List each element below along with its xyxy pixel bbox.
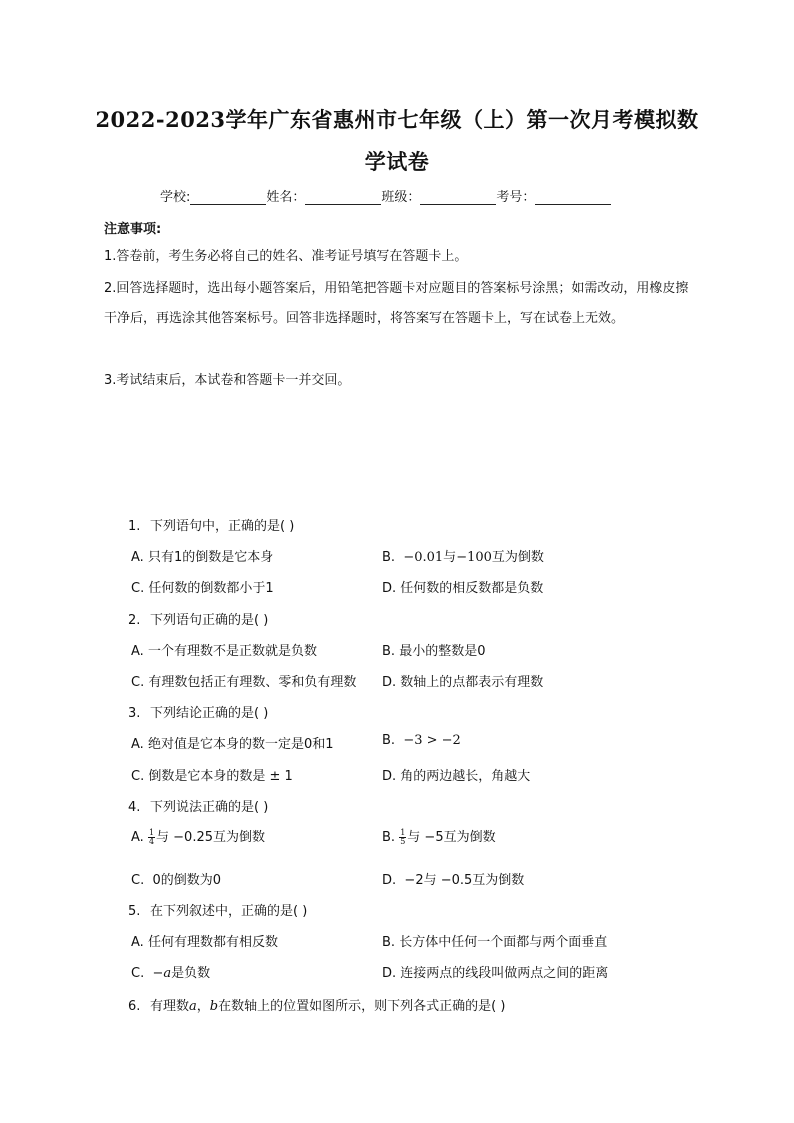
question-2-option-c[interactable]: C. 有理数包括正有理数、零和负有理数 — [131, 675, 357, 690]
question-1-option-b[interactable]: B. −0.01与−100互为倒数 — [382, 550, 544, 565]
question-3-option-c[interactable]: C. 倒数是它本身的数是 ± 1 — [131, 769, 293, 784]
question-4-option-b[interactable]: B. $\frac{1}{5}$ 与 −5互为倒数 — [382, 828, 496, 846]
question-5-option-a[interactable]: A. 任何有理数都有相反数 — [131, 935, 278, 950]
class-label: 班级： — [381, 190, 421, 205]
question-1-stem: 1. 下列语句中，正确的是( ) — [128, 519, 295, 534]
fraction-one-quarter: $\frac{1}{4}$ — [148, 828, 155, 846]
question-3-option-b[interactable]: B. −3 > −2 — [382, 733, 461, 748]
exam-title-line-2: 学试卷 — [364, 149, 430, 174]
school-label: 学校: — [160, 190, 191, 205]
exam-title-line-1: 2022-2023学年广东省惠州市七年级（上）第一次月考模拟数 — [95, 107, 699, 132]
question-3-option-a[interactable]: A. 绝对值是它本身的数一定是0和1 — [131, 737, 334, 752]
question-6-stem: 6. 有理数a，b在数轴上的位置如图所示，则下列各式正确的是( ) — [128, 999, 506, 1014]
fraction-one-fifth: $\frac{1}{5}$ — [400, 828, 406, 846]
question-4-option-d[interactable]: D. −2与 −0.5互为倒数 — [382, 873, 525, 888]
question-3-stem: 3. 下列结论正确的是( ) — [128, 706, 269, 721]
question-5-stem: 5. 在下列叙述中，正确的是( ) — [128, 904, 308, 919]
question-4-option-a[interactable]: A. $\frac{1}{4}$ 与 −0.25互为倒数 — [131, 828, 266, 846]
question-5-option-c[interactable]: C. −a是负数 — [131, 966, 211, 981]
question-3-option-d[interactable]: D. 角的两边越长，角越大 — [382, 769, 531, 784]
question-1-option-c[interactable]: C. 任何数的倒数都小于1 — [131, 581, 274, 596]
id-blank[interactable] — [535, 190, 611, 205]
note-item-2: 2.回答选择题时，选出每小题答案后，用铅笔把答题卡对应题目的答案标号涂黑；如需改动，用橡皮擦干净后，再选涂其他答案标号。回答非选择题时，将答案写在答题卡上，写在试卷上无效。 — [104, 281, 689, 326]
school-blank[interactable] — [190, 190, 266, 205]
question-2-stem: 2. 下列语句正确的是( ) — [128, 613, 269, 628]
student-info-row — [160, 186, 611, 205]
note-item-1: 1.答卷前，考生务必将自己的姓名、准考证号填写在答题卡上。 — [104, 249, 468, 264]
question-1-option-a[interactable]: A. 只有1的倒数是它本身 — [131, 550, 274, 565]
question-4-option-c[interactable]: C. 0的倒数为0 — [131, 873, 222, 888]
question-1-option-d[interactable]: D. 任何数的相反数都是负数 — [382, 581, 544, 596]
class-blank[interactable] — [420, 190, 496, 205]
note-item-3: 3.考试结束后，本试卷和答题卡一并交回。 — [104, 373, 351, 388]
question-2-option-b[interactable]: B. 最小的整数是0 — [382, 644, 486, 659]
question-4-stem: 4. 下列说法正确的是( ) — [128, 800, 269, 815]
id-label: 考号： — [496, 190, 536, 205]
question-2-option-a[interactable]: A. 一个有理数不是正数就是负数 — [131, 644, 317, 659]
name-label: 姓名： — [266, 190, 306, 205]
question-5-option-d[interactable]: D. 连接两点的线段叫做两点之间的距离 — [382, 966, 609, 981]
question-2-option-d[interactable]: D. 数轴上的点都表示有理数 — [382, 675, 544, 690]
notes-heading: 注意事项: — [104, 222, 162, 237]
question-5-option-b[interactable]: B. 长方体中任何一个面都与两个面垂直 — [382, 935, 608, 950]
name-blank[interactable] — [305, 190, 381, 205]
